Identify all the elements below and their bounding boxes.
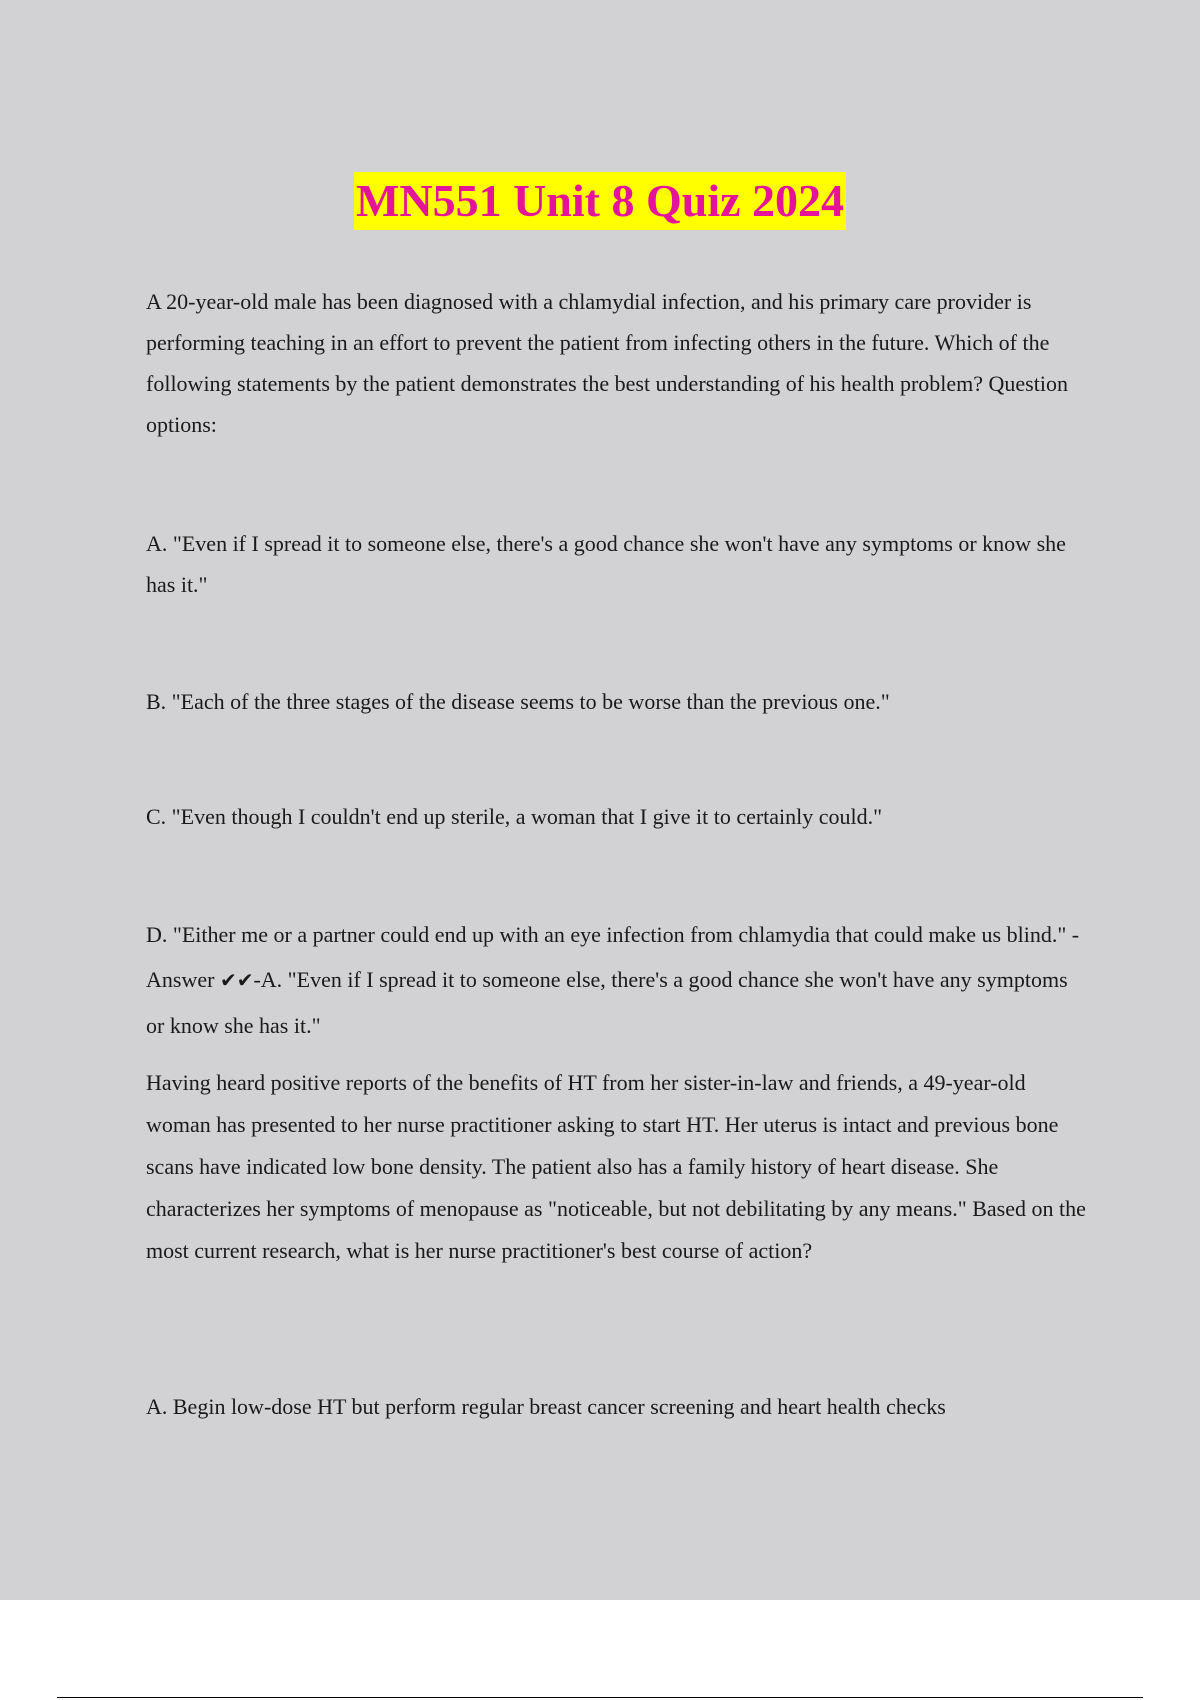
question-2-stem: Having heard positive reports of the benefits of HT from her sister-in-law and friends, a 49-year-old woman has presented to her nurse practitioner asking to start HT. Her uterus is intact and previous bone scans have indicated low bone density. The patient also has a family history of heart disease. She characterizes her symptoms of menopause as "noticeable, but not debilitating by any means." Based on the most current research, what is her nurse practitioner's best course of action? (146, 1070, 1086, 1263)
question-1-answer: -A. "Even if I spread it to someone else, there's a good chance she won't have any symptoms or know she has it." (146, 967, 1068, 1038)
question-1-option-a: A. "Even if I spread it to someone else, there's a good chance she won't have any symptoms or know she has it." (146, 531, 1066, 597)
title-container (0, 172, 1200, 230)
checkmark-icon: ✔✔ (219, 968, 254, 992)
question-1-option-d: D. "Either me or a partner could end up with an eye infection from chlamydia that could make us blind." - Answer (146, 922, 1080, 992)
question-1-stem: A 20-year-old male has been diagnosed with a chlamydial infection, and his primary care provider is performing teaching in an effort to prevent the patient from infecting others in the future. Which of the following statements by the patient demonstrates the best understanding of his health problem? Question options: (146, 289, 1068, 437)
question-1-option-c: C. "Even though I couldn't end up sterile, a woman that I give it to certainly could." (146, 804, 883, 829)
page-title: MN551 Unit 8 Quiz 2024 (354, 172, 846, 230)
bottom-divider (57, 1697, 1143, 1698)
question-2-option-a: A. Begin low-dose HT but perform regular breast cancer screening and heart health checks (146, 1394, 946, 1419)
question-1-option-d-with-answer (146, 912, 1091, 1048)
question-1-option-b: B. "Each of the three stages of the disease seems to be worse than the previous one." (146, 689, 890, 714)
